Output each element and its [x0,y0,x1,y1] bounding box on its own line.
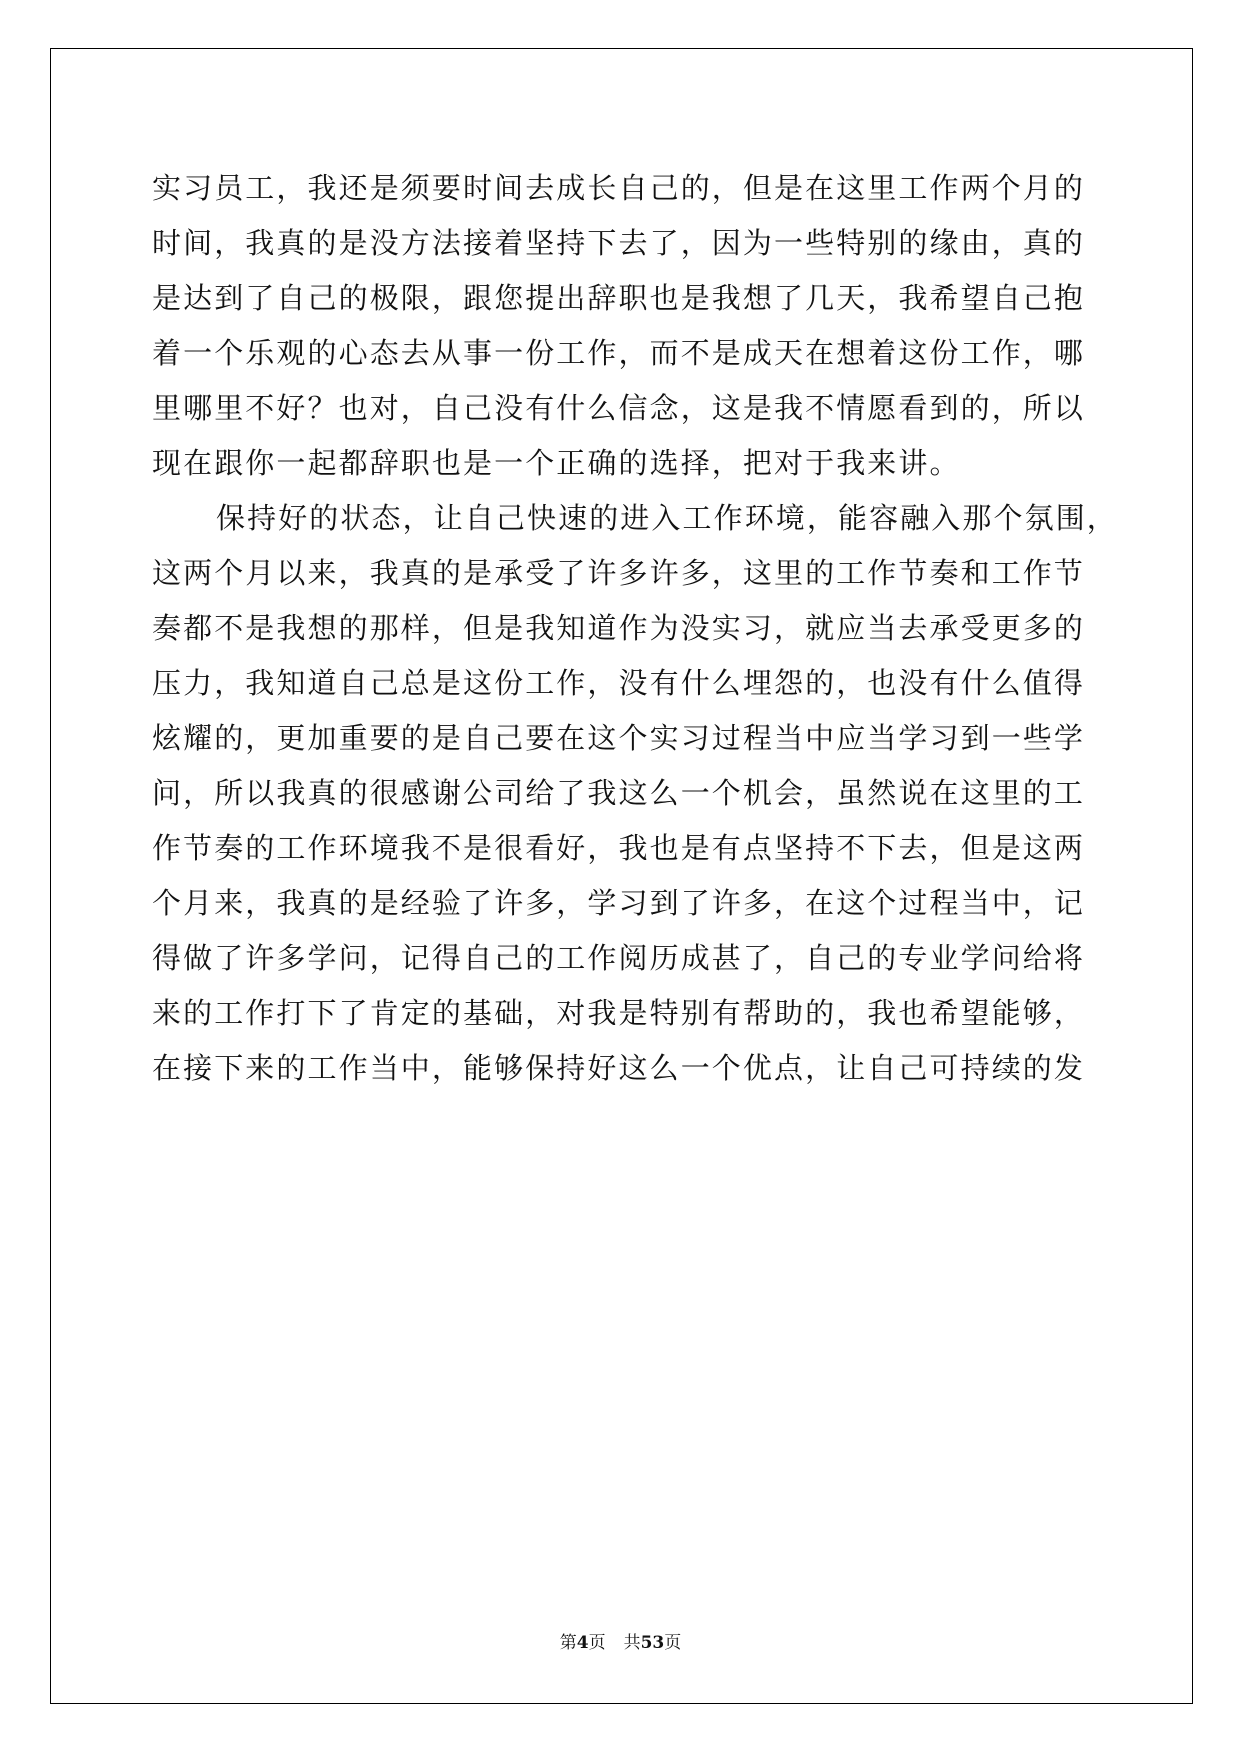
page-prefix: 第 [559,1633,577,1653]
text-line: 里哪里不好？也对，自己没有什么信念，这是我不情愿看到的，所以 [152,391,1086,425]
page-footer [0,1628,1241,1653]
text-line: 着一个乐观的心态去从事一份工作，而不是成天在想着这份工作，哪 [152,336,1086,370]
text-line: 来的工作打下了肯定的基础，对我是特别有帮助的，我也希望能够， [152,996,1086,1030]
text-line: 是达到了自己的极限，跟您提出辞职也是我想了几天，我希望自己抱 [152,281,1086,315]
text-line: 这两个月以来，我真的是承受了许多许多，这里的工作节奏和工作节 [152,556,1086,590]
text-line: 实习员工，我还是须要时间去成长自己的，但是在这里工作两个月的 [152,171,1086,205]
text-line: 在接下来的工作当中，能够保持好这么一个优点，让自己可持续的发 [152,1051,1086,1085]
text-line: 炫耀的，更加重要的是自己要在这个实习过程当中应当学习到一些学 [152,721,1086,755]
text-line: 作节奏的工作环境我不是很看好，我也是有点坚持不下去，但是这两 [152,831,1086,865]
document-body [152,161,1118,1096]
total-suffix: 页 [664,1633,682,1653]
text-line: 压力，我知道自己总是这份工作，没有什么埋怨的，也没有什么值得 [152,666,1086,700]
text-line: 现在跟你一起都辞职也是一个正确的选择，把对于我来讲。 [152,446,961,480]
text-line: 个月来，我真的是经验了许多，学习到了许多，在这个过程当中，记 [152,886,1086,920]
text-line: 得做了许多学问，记得自己的工作阅历成甚了，自己的专业学问给将 [152,941,1086,975]
total-pages: 53 [640,1633,665,1653]
text-line: 问，所以我真的很感谢公司给了我这么一个机会，虽然说在这里的工 [152,776,1086,810]
text-line: 时间，我真的是没方法接着坚持下去了，因为一些特别的缘由，真的 [152,226,1086,260]
page-suffix: 页 [588,1633,606,1653]
text-line: 奏都不是我想的那样，但是我知道作为没实习，就应当去承受更多的 [152,611,1086,645]
text-line: 保持好的状态，让自己快速的进入工作环境，能容融入那个氛围， [216,501,1118,535]
page-number: 4 [576,1633,589,1653]
total-prefix: 共 [623,1633,641,1653]
